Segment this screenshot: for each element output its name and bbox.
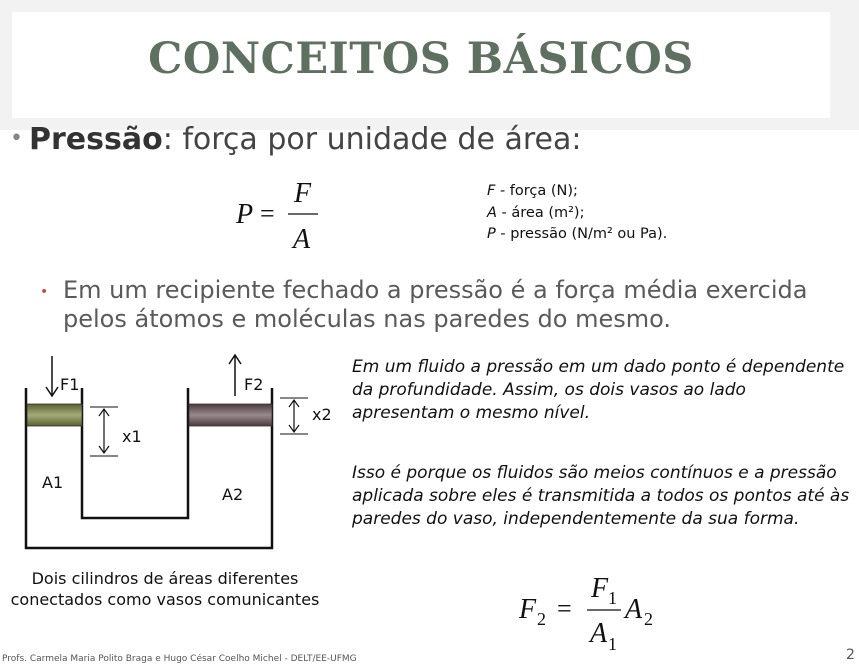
page-number: 2 xyxy=(846,647,855,663)
label-f2: F2 xyxy=(244,375,264,394)
pressure-formula xyxy=(230,178,340,254)
formula-p-lhs: P xyxy=(236,199,254,230)
formula-f2-numerator-sub: 1 xyxy=(608,588,617,608)
formula-f2-rhs: A xyxy=(625,594,643,625)
label-x1: x1 xyxy=(122,427,142,446)
formula-f2-denominator-sub: 1 xyxy=(608,634,617,654)
bullet-dot-icon: • xyxy=(10,126,23,151)
formula-f2-rhs-sub: 2 xyxy=(644,609,653,629)
definition-force: F - força (N); xyxy=(487,183,578,199)
piston-1 xyxy=(27,404,82,426)
formula-f2-lhs: F xyxy=(519,594,537,625)
bullet-pressure xyxy=(10,122,581,157)
formula-f2-eq: = xyxy=(557,594,572,623)
formula-f2-lhs-sub: 2 xyxy=(537,609,546,629)
formula-p-denominator: A xyxy=(293,224,311,254)
bullet-definition: : força por unidade de área: xyxy=(162,122,582,157)
explanation-paragraph-1: Em um fluido a pressão em um dado ponto é dependente da profundidade. Assim, os dois vasos ao lado apresentam o mesmo nível. xyxy=(352,357,845,423)
slide-title: CONCEITOS BÁSICOS xyxy=(148,34,694,84)
formula-p-eq: = xyxy=(260,199,275,228)
explanation-paragraph-2: Isso é porque os fluidos são meios contínuos e a pressão aplicada sobre eles é transmitida a todos os pontos até às paredes do vaso, independentemente da sua forma. xyxy=(352,463,850,529)
label-a1: A1 xyxy=(42,473,64,492)
bullet-dot-icon: • xyxy=(40,284,49,300)
variable-definitions xyxy=(487,181,667,246)
definition-pressure: P - pressão (N/m² ou Pa). xyxy=(487,226,668,242)
label-f1: F1 xyxy=(60,375,80,394)
bullet-term: Pressão xyxy=(28,122,163,157)
piston-2 xyxy=(189,404,272,426)
bullet-closed-container xyxy=(38,276,838,334)
formula-f2-numerator: F xyxy=(591,573,609,604)
diagram-caption: Dois cilindros de áreas diferentes conectados como vasos comunicantes xyxy=(10,569,320,609)
communicating-vessels-diagram xyxy=(0,350,350,565)
footer-credits: Profs. Carmela Maria Polito Braga e Hugo César Coelho Michel - DELT/EE-UFMG xyxy=(2,654,357,664)
label-x2: x2 xyxy=(312,405,332,424)
definition-area: A - área (m²); xyxy=(487,204,585,221)
formula-p-numerator: F xyxy=(294,178,312,209)
force-transmission-formula xyxy=(515,570,665,662)
bullet-closed-container-text: Em um recipiente fechado a pressão é a força média exercida pelos átomos e moléculas nas paredes do mesmo. xyxy=(63,276,808,333)
formula-f2-denominator: A xyxy=(590,618,608,649)
label-a2: A2 xyxy=(222,485,244,504)
